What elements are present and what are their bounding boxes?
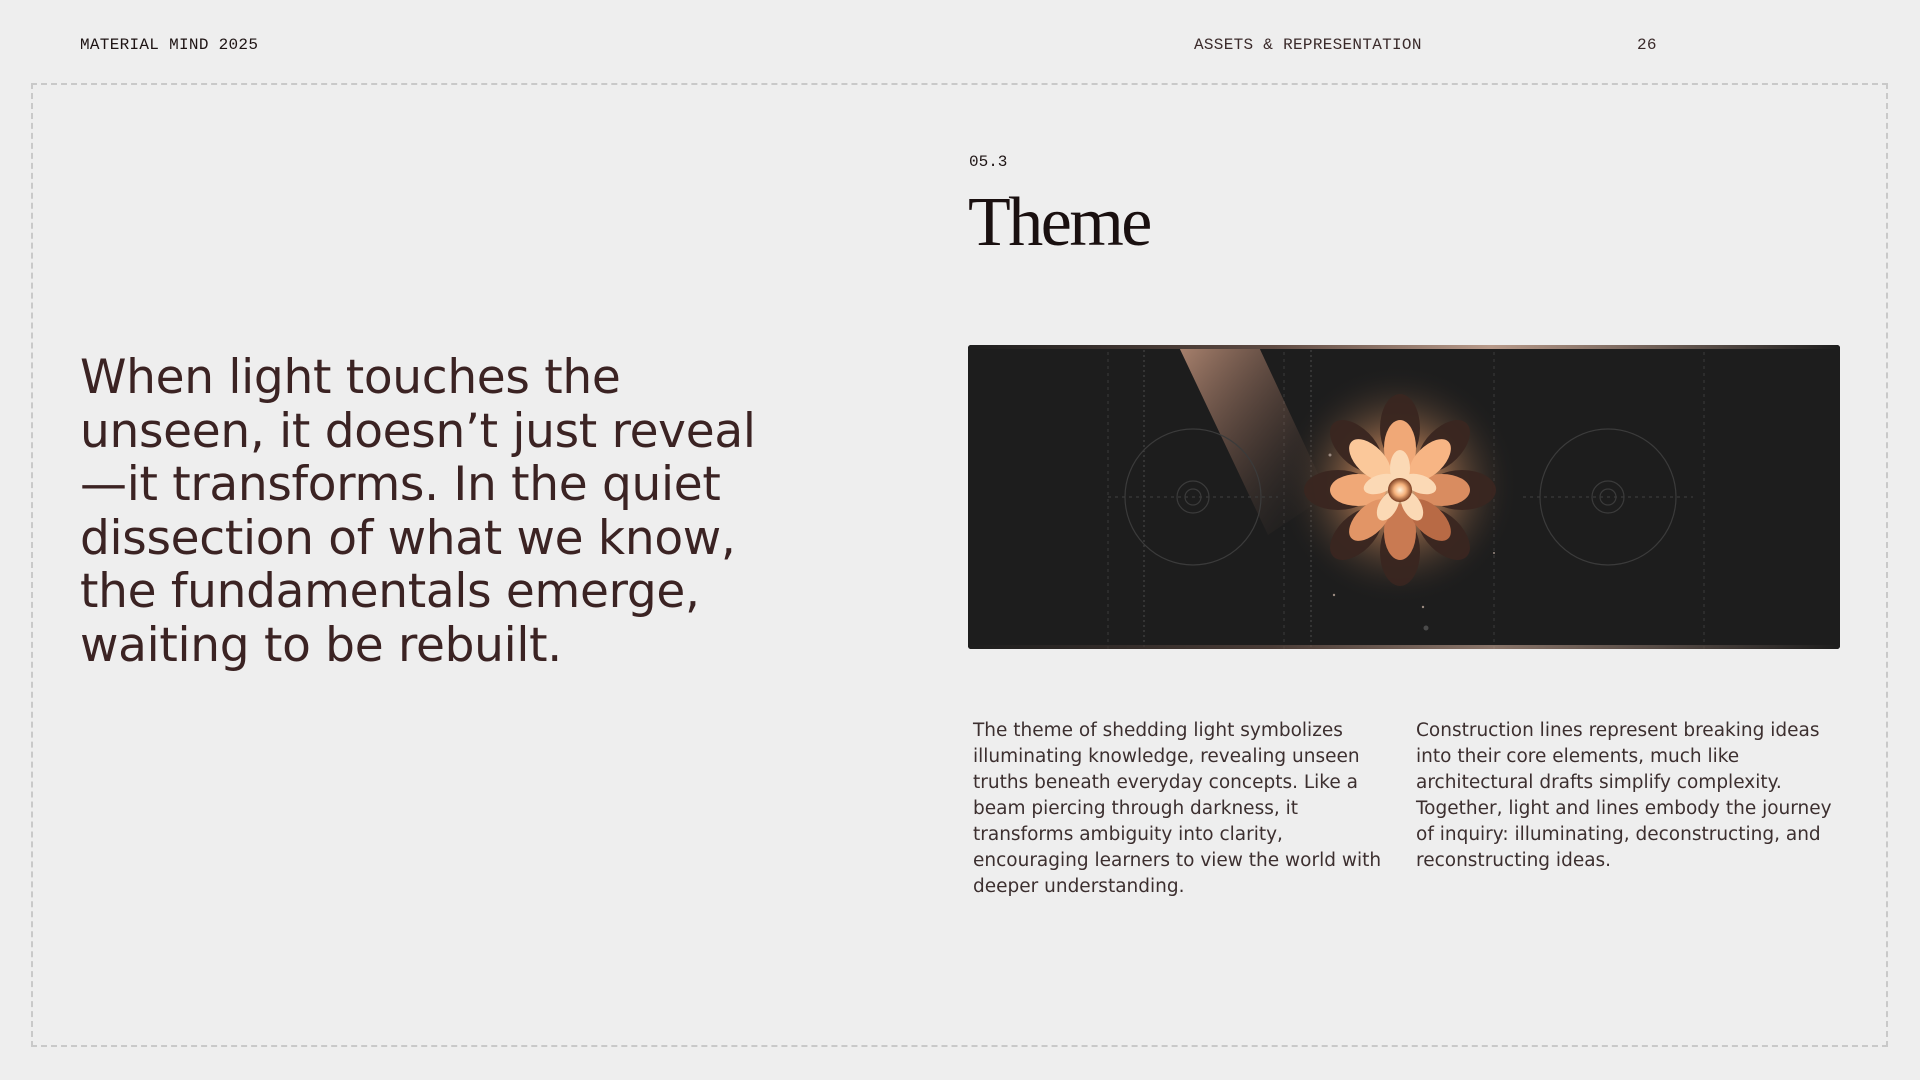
section-name: ASSETS & REPRESENTATION [1194,36,1422,54]
glowing-flower-illustration [968,345,1840,649]
section-number: 05.3 [969,153,1008,171]
pull-quote: When light touches the unseen, it doesn’t just reveal —it transforms. In the quiet dissection of what we know, the fundamentals emerge, waiting to be rebuilt. [80,350,756,673]
hero-image [968,345,1840,649]
page-number: 26 [1637,36,1657,54]
brand-name: MATERIAL MIND 2025 [80,36,259,54]
body-text-construction-lines: Construction lines represent breaking ideas into their core elements, much like architectural drafts simplify complexity. Together, light and lines embody the journey of inquiry: illuminating, deconstructing, and reconstructing ideas. [1416,720,1832,871]
body-text-light-theme: The theme of shedding light symbolizes illuminating knowledge, revealing unseen truths beneath everyday concepts. Like a beam piercing through darkness, it transforms ambiguity into clarity, encouraging learners to view the world with deeper understanding. [973,720,1382,897]
section-title: Theme [968,184,1150,261]
